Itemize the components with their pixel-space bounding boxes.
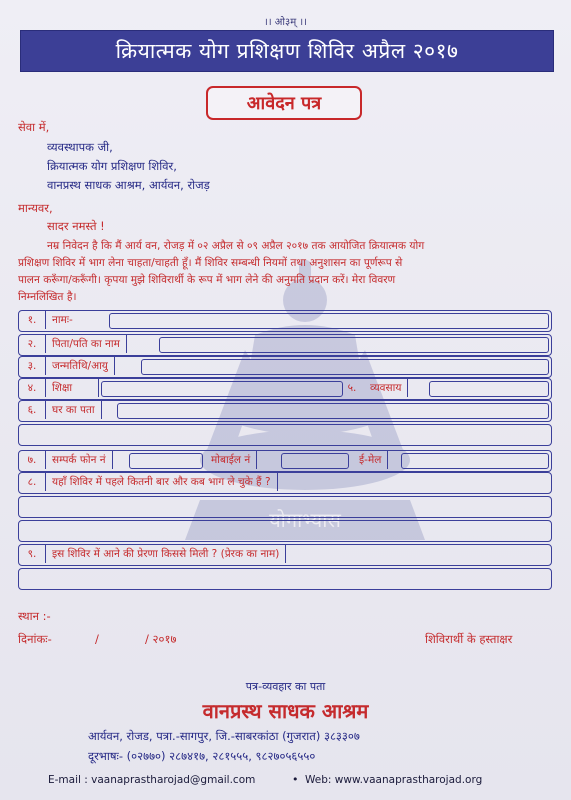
dob-field[interactable] (141, 359, 549, 375)
dob-label: जन्मतिथि/आयु (46, 357, 115, 375)
field-number: ६. (19, 401, 46, 419)
field-number: ४. (19, 379, 46, 397)
greeting: सादर नमस्ते ! (47, 219, 105, 233)
inspiration-label: इस शिविर में आने की प्रेरणा किससे मिली ? (प्रेरक का नाम) (46, 545, 286, 563)
field-number: ८. (19, 473, 46, 491)
letter-line-3: पालन करूँगा/करूँगी। कृपया मुझे शिविरार्थी के रूप में भाग लेने की अनुमति प्रदान करें। मेरा विवरण (18, 274, 396, 286)
mobile-label: मोबाईल नं (205, 451, 257, 469)
header-band (20, 30, 554, 72)
name-field[interactable] (109, 313, 549, 329)
camp-title: क्रियात्मक योग प्रशिक्षण शिविर अप्रैल २०१७ (115, 39, 459, 63)
website: Web: www.vaanaprastharojad.org (305, 774, 483, 786)
father-name-field[interactable] (159, 337, 549, 353)
field-number: ९. (19, 545, 46, 563)
address-line-3: वानप्रस्थ साधक आश्रम, आर्यवन, रोजड़ (47, 178, 210, 192)
form-row-father (18, 334, 552, 356)
address-line-1: व्यवस्थापक जी, (47, 140, 113, 154)
form-row-dob (18, 356, 552, 378)
previous-attendance-field-2[interactable] (18, 520, 552, 542)
signature-label: शिविरार्थी के हस्ताक्षर (425, 632, 513, 646)
father-name-label: पिता/पति का नाम (46, 335, 127, 353)
footer-bullet: • (292, 773, 299, 786)
education-label: शिक्षा (46, 379, 99, 397)
correspondence-caption: पत्र-व्यवहार का पता (245, 680, 326, 693)
occupation-field[interactable] (429, 381, 549, 397)
ashram-address: आर्यवन, रोजड, पत्रा.-सागपुर, जि.-साबरकांठा (गुजरात) ३८३३०७ (88, 729, 360, 743)
watermark-ribbon-text: योगाभ्यास (269, 508, 341, 532)
form-row-previous (18, 472, 552, 494)
field-number: २. (19, 335, 46, 353)
mobile-field[interactable] (281, 453, 349, 469)
previous-attendance-field-1[interactable] (18, 496, 552, 518)
home-address-field[interactable] (117, 403, 549, 419)
home-address-label: घर का पता (46, 401, 102, 419)
phone-field[interactable] (129, 453, 203, 469)
address-line-2: क्रियात्मक योग प्रशिक्षण शिविर, (47, 159, 177, 173)
field-number: ७. (19, 451, 46, 469)
date-year: / २०१७ (145, 632, 177, 646)
form-row-education (18, 378, 552, 400)
om-heading: ।। ओ३म् ।। (264, 17, 307, 28)
manyavar: मान्यवर, (18, 201, 53, 215)
letter-line-4: निम्नलिखित है। (18, 291, 77, 303)
ashram-name: वानप्रस्थ साधक आश्रम (202, 699, 369, 723)
form-row-inspiration (18, 544, 552, 566)
form-row-contact (18, 450, 552, 472)
form-title-box (206, 86, 362, 120)
form-row-name (18, 310, 552, 332)
form-title: आवेदन पत्र (246, 93, 322, 114)
field-number: ३. (19, 357, 46, 375)
address-continuation-field[interactable] (18, 424, 552, 446)
field-number: १. (19, 311, 46, 329)
field-number: ५. (347, 382, 357, 394)
previous-attendance-label: यहाँ शिविर में पहले कितनी बार और कब भाग ले चुके हैं ? (46, 473, 278, 491)
letter-line-1: नम्र निवेदन है कि मैं आर्य वन, रोजड़ में ०२ अप्रैल से ०९ अप्रैल २०१७ तक आयोजित क्रियात्मक योग (47, 240, 425, 252)
place-label: स्थान :- (18, 609, 51, 623)
inspiration-field[interactable] (18, 568, 552, 590)
name-label: नामः- (52, 314, 73, 326)
email-address: E-mail : vaanaprastharojad@gmail.com (48, 774, 256, 786)
email-label: ई-मेल (353, 451, 388, 469)
letter-line-2: प्रशिक्षण शिविर में भाग लेना चाहता/चाहती हूँ। मैं शिविर सम्बन्धी नियमों तथा अनुशासन का पूर्णरूप से (18, 257, 403, 269)
date-separator: / (95, 632, 99, 646)
ashram-phone: दूरभाषः- (०२७७०) २८७४१७, २८१५५५, ९८२७०५६५५० (88, 749, 316, 763)
form-row-address (18, 400, 552, 422)
email-field[interactable] (401, 453, 549, 469)
date-label: दिनांकः- (18, 632, 52, 646)
occupation-label: व्यवसाय (364, 379, 408, 397)
education-field[interactable] (101, 381, 343, 397)
salutation: सेवा में, (18, 120, 50, 134)
phone-label: सम्पर्क फोन नं (46, 451, 113, 469)
